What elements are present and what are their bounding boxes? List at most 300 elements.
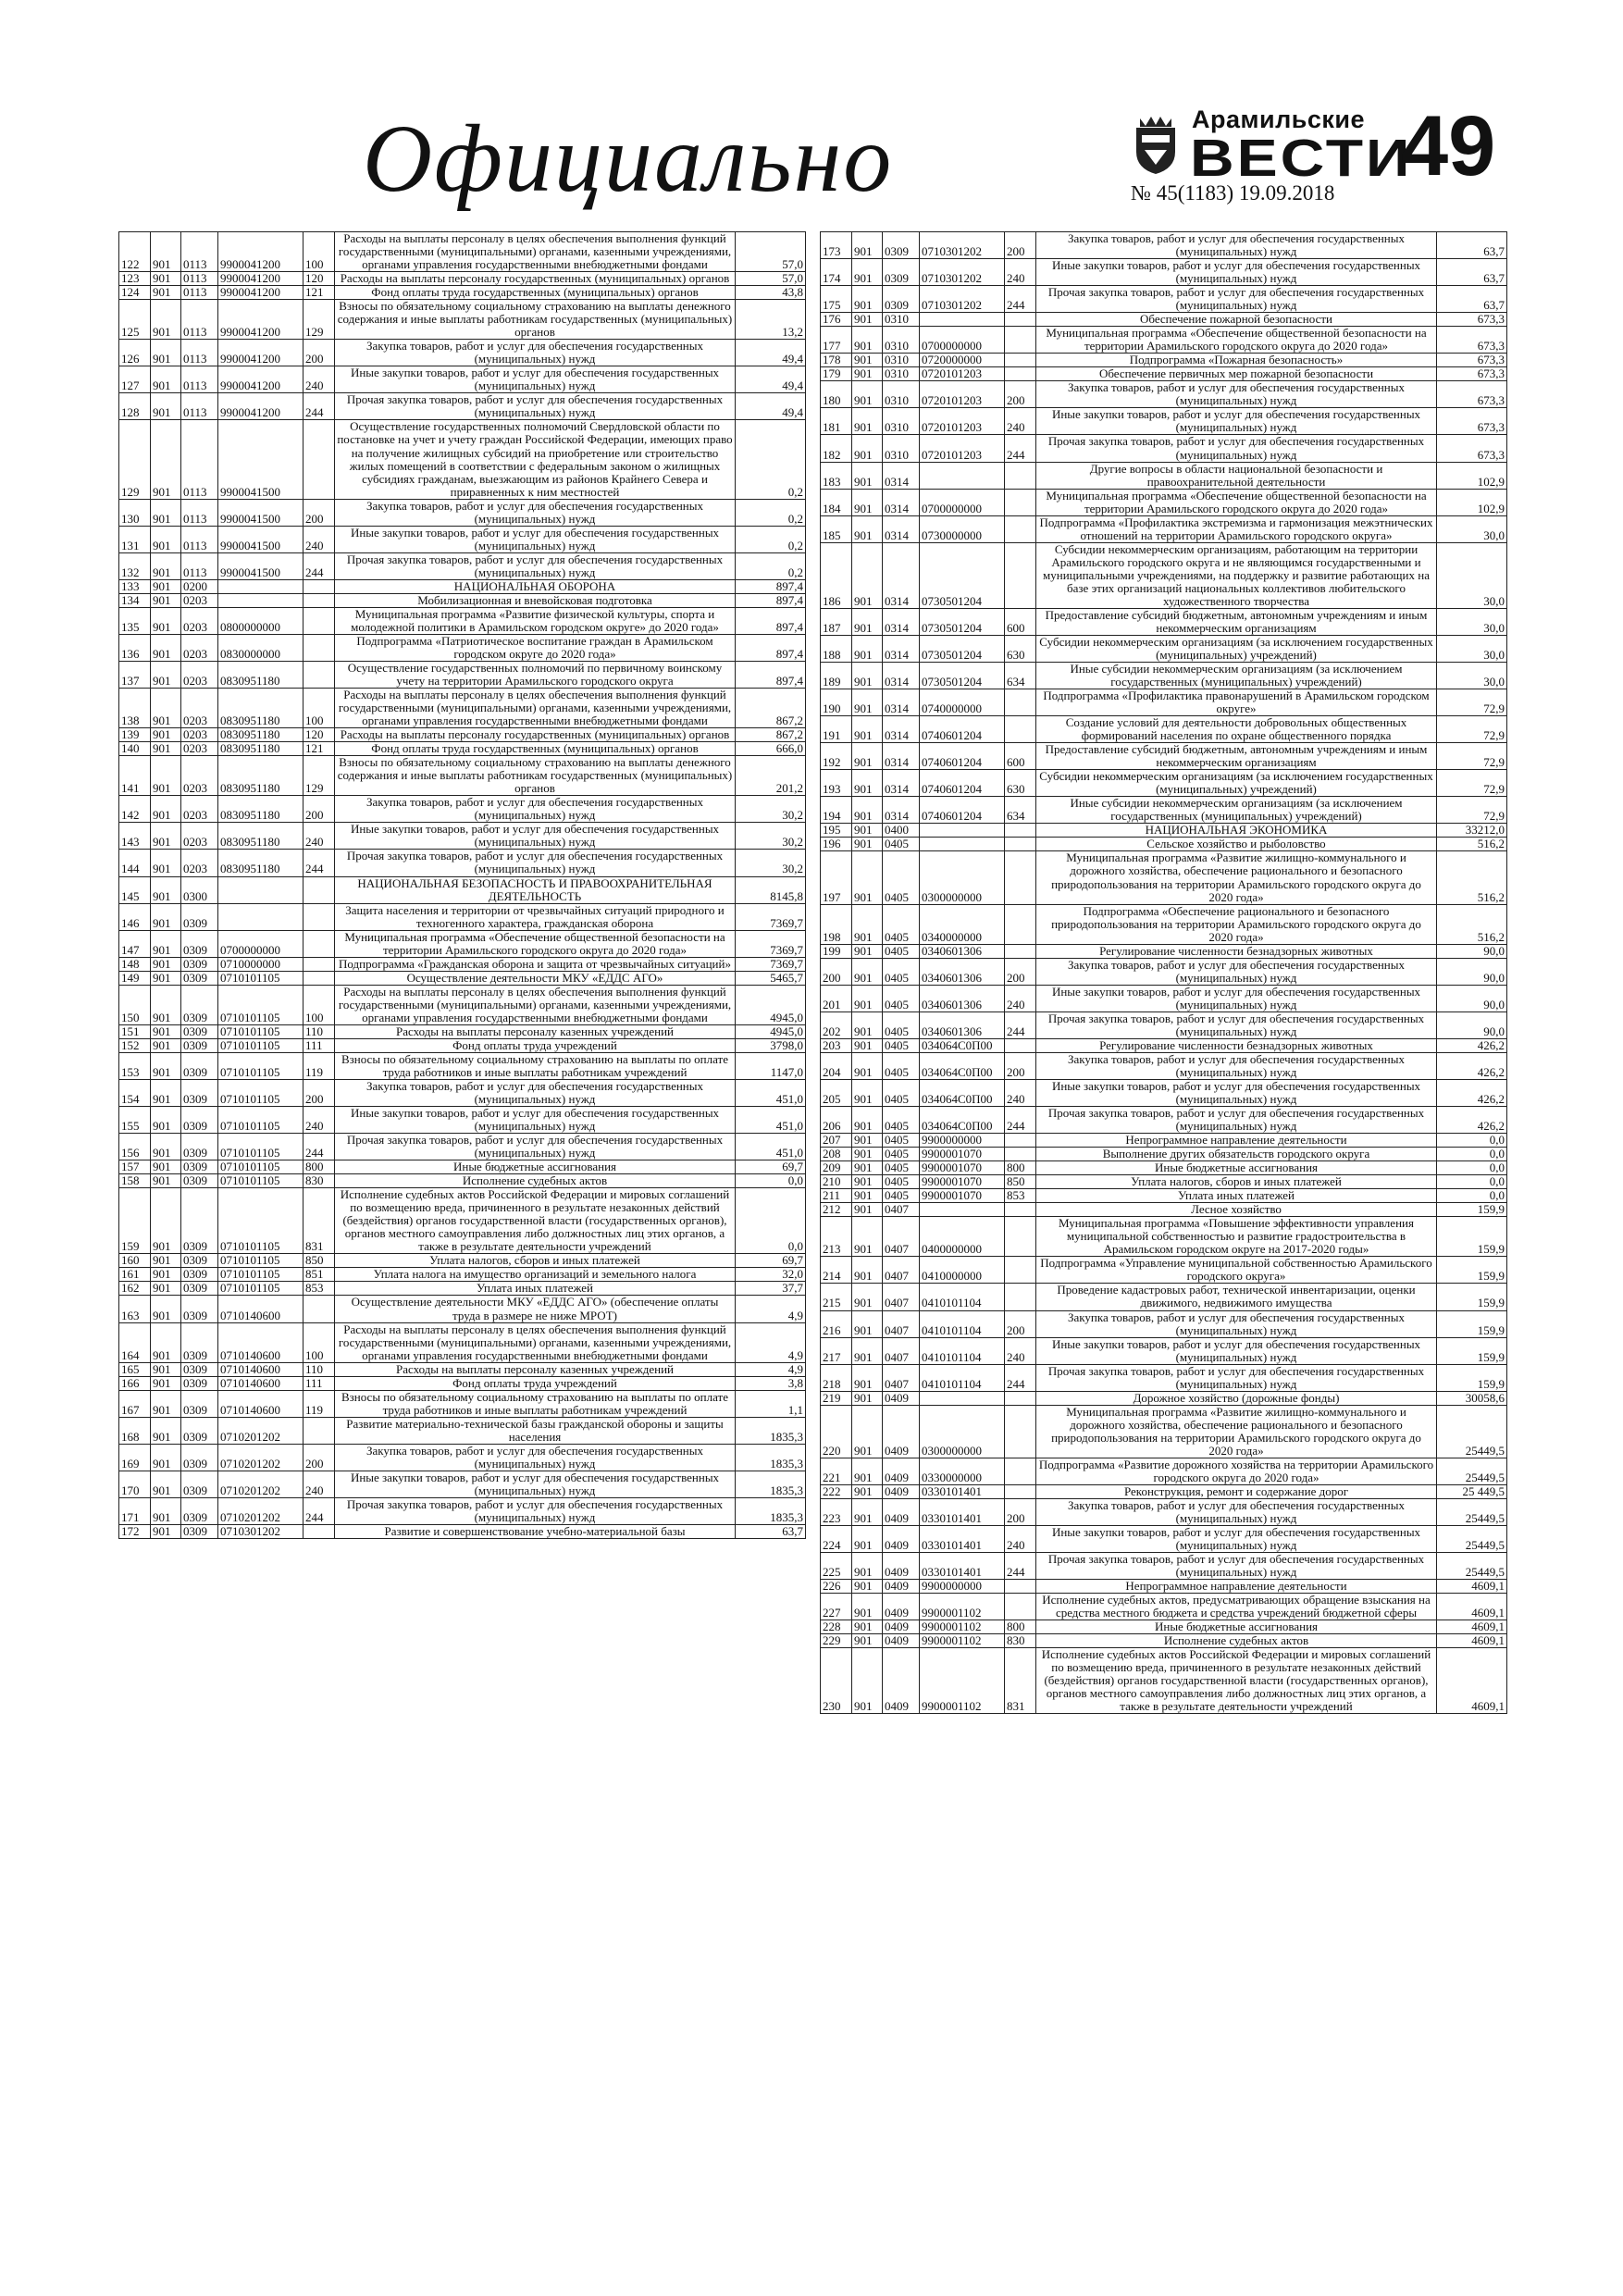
target-code: 9900001102: [920, 1594, 1005, 1620]
description: Фонд оплаты труда учреждений: [335, 1038, 736, 1052]
department-code: 901: [151, 903, 181, 930]
row-number: 193: [821, 770, 852, 797]
target-code: [920, 1203, 1005, 1217]
amount: 0,0: [1437, 1189, 1507, 1203]
description: Развитие и совершенствование учебно-материальной базы: [335, 1525, 736, 1539]
description: НАЦИОНАЛЬНАЯ ЭКОНОМИКА: [1036, 824, 1437, 838]
expense-type: [1005, 354, 1036, 367]
description: Прочая закупка товаров, работ и услуг для обеспечения государственных (муниципальных) нужд: [335, 1134, 736, 1160]
department-code: 901: [151, 1079, 181, 1106]
amount: 4609,1: [1437, 1594, 1507, 1620]
target-code: 0340000000: [920, 904, 1005, 944]
row-number: 155: [119, 1107, 151, 1134]
target-code: 0330101401: [920, 1526, 1005, 1553]
description: Субсидии некоммерческим организациям (за исключением государственных (муниципальных) учреждений): [1036, 770, 1437, 797]
row-number: 229: [821, 1634, 852, 1648]
department-code: 901: [852, 663, 883, 689]
section-code: 0309: [181, 1038, 218, 1052]
table-row: [821, 1580, 1507, 1594]
section-code: 0113: [181, 393, 218, 420]
table-row: [119, 393, 806, 420]
table-row: [119, 272, 806, 286]
row-number: 183: [821, 462, 852, 489]
table-row: [119, 499, 806, 526]
section-code: 0203: [181, 823, 218, 850]
table-row: [821, 1217, 1507, 1257]
department-code: 901: [151, 300, 181, 340]
amount: 159,9: [1437, 1364, 1507, 1391]
amount: 37,7: [736, 1282, 806, 1296]
target-code: 0700000000: [920, 327, 1005, 354]
table-row: [119, 1188, 806, 1254]
expense-type: 600: [1005, 608, 1036, 635]
target-code: 0710201202: [218, 1471, 304, 1497]
expense-type: 850: [304, 1254, 335, 1268]
amount: 666,0: [736, 742, 806, 756]
section-code: 0314: [883, 515, 920, 542]
section-code: 0405: [883, 1134, 920, 1148]
row-number: 195: [821, 824, 852, 838]
expense-type: 200: [1005, 232, 1036, 259]
section-code: 0409: [883, 1391, 920, 1405]
row-number: 181: [821, 408, 852, 435]
row-number: 139: [119, 728, 151, 742]
amount: 30,2: [736, 796, 806, 823]
target-code: 034064С0П00: [920, 1079, 1005, 1106]
expense-type: 240: [304, 366, 335, 393]
table-row: [821, 1553, 1507, 1580]
row-number: 176: [821, 313, 852, 327]
expense-type: [304, 634, 335, 661]
description: Иные закупки товаров, работ и услуг для обеспечения государственных (муниципальных) нужд: [335, 366, 736, 393]
target-code: 0730501204: [920, 663, 1005, 689]
department-code: 901: [151, 796, 181, 823]
table-row: [119, 728, 806, 742]
row-number: 168: [119, 1417, 151, 1444]
row-number: 211: [821, 1189, 852, 1203]
amount: 673,3: [1437, 313, 1507, 327]
amount: 0,2: [736, 526, 806, 552]
amount: 4,9: [736, 1296, 806, 1322]
target-code: 0720000000: [920, 354, 1005, 367]
description: Расходы на выплаты персоналу в целях обеспечения выполнения функций государственными (муниципальными) органами, казенными учреждениями, органами управления государственными внебюджетными фондами: [335, 985, 736, 1024]
department-code: 901: [852, 1161, 883, 1175]
expense-type: [1005, 313, 1036, 327]
amount: 4609,1: [1437, 1580, 1507, 1594]
department-code: 901: [151, 393, 181, 420]
target-code: 0710101105: [218, 971, 304, 985]
expense-type: [304, 903, 335, 930]
description: Фонд оплаты труда учреждений: [335, 1376, 736, 1390]
section-code: 0400: [883, 824, 920, 838]
row-number: 218: [821, 1364, 852, 1391]
description: Непрограммное направление деятельности: [1036, 1580, 1437, 1594]
expense-type: [1005, 904, 1036, 944]
department-code: 901: [852, 1310, 883, 1337]
section-code: 0309: [181, 1417, 218, 1444]
amount: 8145,8: [736, 876, 806, 903]
target-code: [920, 313, 1005, 327]
target-code: 034064С0П00: [920, 1107, 1005, 1134]
expense-type: 200: [304, 340, 335, 366]
description: Прочая закупка товаров, работ и услуг для обеспечения государственных (муниципальных) нужд: [335, 552, 736, 579]
amount: 3,8: [736, 1376, 806, 1390]
target-code: 0740601204: [920, 770, 1005, 797]
amount: 0,0: [1437, 1148, 1507, 1161]
amount: 69,7: [736, 1254, 806, 1268]
table-row: [821, 958, 1507, 985]
target-code: 9900041200: [218, 286, 304, 300]
row-number: 152: [119, 1038, 151, 1052]
row-number: 131: [119, 526, 151, 552]
amount: 673,3: [1437, 354, 1507, 367]
table-row: [821, 824, 1507, 838]
description: Закупка товаров, работ и услуг для обеспечения государственных (муниципальных) нужд: [1036, 958, 1437, 985]
department-code: 901: [852, 1405, 883, 1458]
section-code: 0407: [883, 1337, 920, 1364]
expense-type: 240: [304, 1471, 335, 1497]
description: Иные закупки товаров, работ и услуг для обеспечения государственных (муниципальных) нужд: [335, 823, 736, 850]
amount: 426,2: [1437, 1038, 1507, 1052]
description: Муниципальная программа «Обеспечение общественной безопасности на территории Арамильского городского округа до 2020 года»: [1036, 327, 1437, 354]
section-code: 0409: [883, 1484, 920, 1498]
table-row: [821, 1148, 1507, 1161]
description: Закупка товаров, работ и услуг для обеспечения государственных (муниципальных) нужд: [335, 1444, 736, 1471]
expense-type: [304, 1296, 335, 1322]
section-code: 0309: [181, 1322, 218, 1362]
expense-type: 244: [304, 850, 335, 876]
expense-type: [1005, 1038, 1036, 1052]
amount: 867,2: [736, 689, 806, 728]
table-row: [821, 1284, 1507, 1310]
row-number: 214: [821, 1257, 852, 1284]
table-row: [821, 797, 1507, 824]
department-code: 901: [151, 1444, 181, 1471]
amount: 4609,1: [1437, 1648, 1507, 1714]
table-row: [119, 286, 806, 300]
department-code: 901: [151, 340, 181, 366]
target-code: 034064С0П00: [920, 1038, 1005, 1052]
row-number: 180: [821, 381, 852, 408]
target-code: 0710101105: [218, 1134, 304, 1160]
table-row: [119, 1268, 806, 1282]
target-code: 0830951180: [218, 796, 304, 823]
row-number: 135: [119, 607, 151, 634]
expense-type: [1005, 489, 1036, 515]
expense-type: 240: [1005, 1337, 1036, 1364]
row-number: 184: [821, 489, 852, 515]
row-number: 172: [119, 1525, 151, 1539]
description: Иные субсидии некоммерческим организациям (за исключением государственных (муниципальных) учреждений): [1036, 797, 1437, 824]
section-code: 0405: [883, 1052, 920, 1079]
description: Сельское хозяйство и рыболовство: [1036, 838, 1437, 851]
row-number: 148: [119, 957, 151, 971]
section-code: 0310: [883, 313, 920, 327]
amount: 159,9: [1437, 1203, 1507, 1217]
section-code: 0314: [883, 608, 920, 635]
paper-name-big: ВЕСТИ: [1190, 128, 1413, 187]
expense-type: 120: [304, 728, 335, 742]
section-code: 0200: [181, 579, 218, 593]
target-code: 0300000000: [920, 1405, 1005, 1458]
row-number: 227: [821, 1594, 852, 1620]
section-code: 0309: [181, 971, 218, 985]
row-number: 189: [821, 663, 852, 689]
table-row: [119, 756, 806, 796]
section-code: 0309: [181, 1362, 218, 1376]
description: Расходы на выплаты персоналу казенных учреждений: [335, 1362, 736, 1376]
department-code: 901: [151, 607, 181, 634]
expense-type: 200: [1005, 1498, 1036, 1525]
row-number: 138: [119, 689, 151, 728]
description: Осуществление деятельности МКУ «ЕДДС АГО»: [335, 971, 736, 985]
section-code: 0203: [181, 689, 218, 728]
budget-table-left: [118, 231, 806, 1539]
department-code: 901: [852, 1498, 883, 1525]
amount: 897,4: [736, 579, 806, 593]
section-code: 0409: [883, 1553, 920, 1580]
section-code: 0314: [883, 797, 920, 824]
expense-type: [1005, 1405, 1036, 1458]
target-code: 0330101401: [920, 1498, 1005, 1525]
amount: 451,0: [736, 1134, 806, 1160]
target-code: [218, 903, 304, 930]
section-code: 0407: [883, 1203, 920, 1217]
department-code: 901: [852, 824, 883, 838]
table-row: [119, 1282, 806, 1296]
target-code: 0340601306: [920, 958, 1005, 985]
description: Уплата иных платежей: [335, 1282, 736, 1296]
expense-type: 831: [1005, 1648, 1036, 1714]
table-row: [821, 313, 1507, 327]
amount: 1147,0: [736, 1052, 806, 1079]
section-code: 0309: [181, 1079, 218, 1106]
table-row: [821, 944, 1507, 958]
left-column: [118, 231, 805, 1539]
target-code: 0710101105: [218, 1282, 304, 1296]
amount: 451,0: [736, 1079, 806, 1106]
section-code: 0113: [181, 552, 218, 579]
target-code: 0330101401: [920, 1484, 1005, 1498]
target-code: 0720101203: [920, 381, 1005, 408]
description: Исполнение судебных актов Российской Федерации и мировых соглашений по возмещению вреда, причиненного в результате незаконных действий (бездействия) органов государственной власти (государственных органов), органов местного самоуправления либо должностных лиц этих органов, а также в результате деятельности учреждений: [335, 1188, 736, 1254]
table-row: [821, 515, 1507, 542]
table-row: [821, 327, 1507, 354]
section-code: 0309: [181, 985, 218, 1024]
amount: 0,2: [736, 420, 806, 499]
table-row: [119, 971, 806, 985]
section-code: 0310: [883, 381, 920, 408]
expense-type: [1005, 1148, 1036, 1161]
table-row: [821, 1175, 1507, 1189]
section-code: 0309: [181, 1471, 218, 1497]
description: Закупка товаров, работ и услуг для обеспечения государственных (муниципальных) нужд: [335, 340, 736, 366]
department-code: 901: [852, 313, 883, 327]
section-code: 0407: [883, 1284, 920, 1310]
section-code: 0309: [181, 1160, 218, 1174]
expense-type: 121: [304, 286, 335, 300]
expense-type: 244: [1005, 1107, 1036, 1134]
table-row: [119, 957, 806, 971]
table-row: [119, 607, 806, 634]
target-code: 9900041500: [218, 420, 304, 499]
section-code: 0310: [883, 354, 920, 367]
target-code: 9900001102: [920, 1648, 1005, 1714]
amount: 0,0: [736, 1188, 806, 1254]
expense-type: 200: [304, 1079, 335, 1106]
table-row: [821, 1134, 1507, 1148]
table-row: [119, 1525, 806, 1539]
amount: 63,7: [1437, 232, 1507, 259]
department-code: 901: [852, 1580, 883, 1594]
table-row: [821, 770, 1507, 797]
description: Субсидии некоммерческим организациям (за исключением государственных (муниципальных) учреждений): [1036, 635, 1437, 662]
expense-type: [1005, 1580, 1036, 1594]
description: Исполнение судебных актов, предусматривающих обращение взыскания на средства местного бюджета и средства учреждений бюджетной сферы: [1036, 1594, 1437, 1620]
expense-type: [1005, 462, 1036, 489]
table-row: [821, 1648, 1507, 1714]
amount: 90,0: [1437, 958, 1507, 985]
expense-type: [1005, 542, 1036, 608]
expense-type: 851: [304, 1268, 335, 1282]
section-code: 0314: [883, 770, 920, 797]
amount: 7369,7: [736, 957, 806, 971]
table-row: [119, 1079, 806, 1106]
target-code: 0710000000: [218, 957, 304, 971]
table-row: [119, 985, 806, 1024]
target-code: [218, 593, 304, 607]
section-code: 0310: [883, 435, 920, 462]
page-header: [0, 0, 1623, 231]
target-code: 9900000000: [920, 1134, 1005, 1148]
department-code: 901: [151, 286, 181, 300]
expense-type: [1005, 1134, 1036, 1148]
row-number: 127: [119, 366, 151, 393]
description: Взносы по обязательному социальному страхованию на выплаты денежного содержания и иные выплаты работникам государственных (муниципальных) органов: [335, 756, 736, 796]
table-row: [119, 662, 806, 689]
amount: 201,2: [736, 756, 806, 796]
department-code: 901: [852, 1526, 883, 1553]
expense-type: 240: [1005, 985, 1036, 1011]
description: Закупка товаров, работ и услуг для обеспечения государственных (муниципальных) нужд: [1036, 1052, 1437, 1079]
description: Прочая закупка товаров, работ и услуг для обеспечения государственных (муниципальных) нужд: [335, 1497, 736, 1524]
table-row: [119, 593, 806, 607]
section-code: 0309: [181, 1268, 218, 1282]
row-number: 216: [821, 1310, 852, 1337]
department-code: 901: [151, 850, 181, 876]
department-code: 901: [151, 876, 181, 903]
amount: 30058,6: [1437, 1391, 1507, 1405]
target-code: 0710201202: [218, 1444, 304, 1471]
amount: 90,0: [1437, 1011, 1507, 1038]
department-code: 901: [151, 1188, 181, 1254]
row-number: 158: [119, 1174, 151, 1188]
target-code: 0730000000: [920, 515, 1005, 542]
description: Предоставление субсидий бюджетным, автономным учреждениям и иным некоммерческим организациям: [1036, 608, 1437, 635]
target-code: 0300000000: [920, 851, 1005, 904]
amount: 451,0: [736, 1107, 806, 1134]
row-number: 146: [119, 903, 151, 930]
row-number: 219: [821, 1391, 852, 1405]
department-code: 901: [852, 1175, 883, 1189]
section-code: 0203: [181, 607, 218, 634]
description: Предоставление субсидий бюджетным, автономным учреждениям и иным некоммерческим организациям: [1036, 743, 1437, 770]
target-code: 0340601306: [920, 985, 1005, 1011]
expense-type: [1005, 367, 1036, 381]
table-row: [821, 1634, 1507, 1648]
amount: 25 449,5: [1437, 1484, 1507, 1498]
expense-type: 200: [1005, 1310, 1036, 1337]
department-code: 901: [852, 1217, 883, 1257]
row-number: 161: [119, 1268, 151, 1282]
target-code: 9900001102: [920, 1634, 1005, 1648]
section-code: 0203: [181, 662, 218, 689]
description: НАЦИОНАЛЬНАЯ ОБОРОНА: [335, 579, 736, 593]
amount: 32,0: [736, 1268, 806, 1282]
department-code: 901: [151, 272, 181, 286]
target-code: 0710301202: [920, 232, 1005, 259]
department-code: 901: [852, 354, 883, 367]
description: Лесное хозяйство: [1036, 1203, 1437, 1217]
expense-type: [1005, 944, 1036, 958]
table-row: [821, 743, 1507, 770]
target-code: 0710140600: [218, 1390, 304, 1417]
amount: 426,2: [1437, 1079, 1507, 1106]
section-code: 0409: [883, 1594, 920, 1620]
table-row: [821, 435, 1507, 462]
row-number: 147: [119, 930, 151, 957]
department-code: 901: [852, 1648, 883, 1714]
description: Закупка товаров, работ и услуг для обеспечения государственных (муниципальных) нужд: [335, 796, 736, 823]
department-code: 901: [151, 985, 181, 1024]
row-number: 196: [821, 838, 852, 851]
target-code: 0740601204: [920, 797, 1005, 824]
row-number: 162: [119, 1282, 151, 1296]
table-row: [119, 823, 806, 850]
expense-type: 800: [1005, 1161, 1036, 1175]
department-code: 901: [852, 327, 883, 354]
table-row: [821, 1203, 1507, 1217]
target-code: 0740601204: [920, 743, 1005, 770]
target-code: 0720101203: [920, 367, 1005, 381]
row-number: 128: [119, 393, 151, 420]
section-code: 0309: [181, 1107, 218, 1134]
target-code: 0710101105: [218, 1052, 304, 1079]
table-row: [119, 1376, 806, 1390]
target-code: 0720101203: [920, 435, 1005, 462]
table-row: [821, 1484, 1507, 1498]
expense-type: 634: [1005, 663, 1036, 689]
target-code: 0830000000: [218, 634, 304, 661]
amount: 0,2: [736, 552, 806, 579]
section-code: 0314: [883, 635, 920, 662]
department-code: 901: [151, 634, 181, 661]
amount: 25449,5: [1437, 1458, 1507, 1484]
description: Субсидии некоммерческим организациям, работающим на территории Арамильского городского округа и не являющимся государственными и муниципальными учреждениями, на поддержку и развитие работающих на базе этих организаций национальных коллективов любительского художественного творчества: [1036, 542, 1437, 608]
row-number: 182: [821, 435, 852, 462]
department-code: 901: [151, 1254, 181, 1268]
target-code: 0710101105: [218, 1038, 304, 1052]
section-code: 0309: [181, 1525, 218, 1539]
section-code: 0407: [883, 1310, 920, 1337]
amount: 159,9: [1437, 1337, 1507, 1364]
amount: 30,2: [736, 850, 806, 876]
expense-type: 111: [304, 1038, 335, 1052]
table-row: [821, 689, 1507, 716]
description: Подпрограмма «Пожарная безопасность»: [1036, 354, 1437, 367]
section-code: 0113: [181, 366, 218, 393]
row-number: 197: [821, 851, 852, 904]
